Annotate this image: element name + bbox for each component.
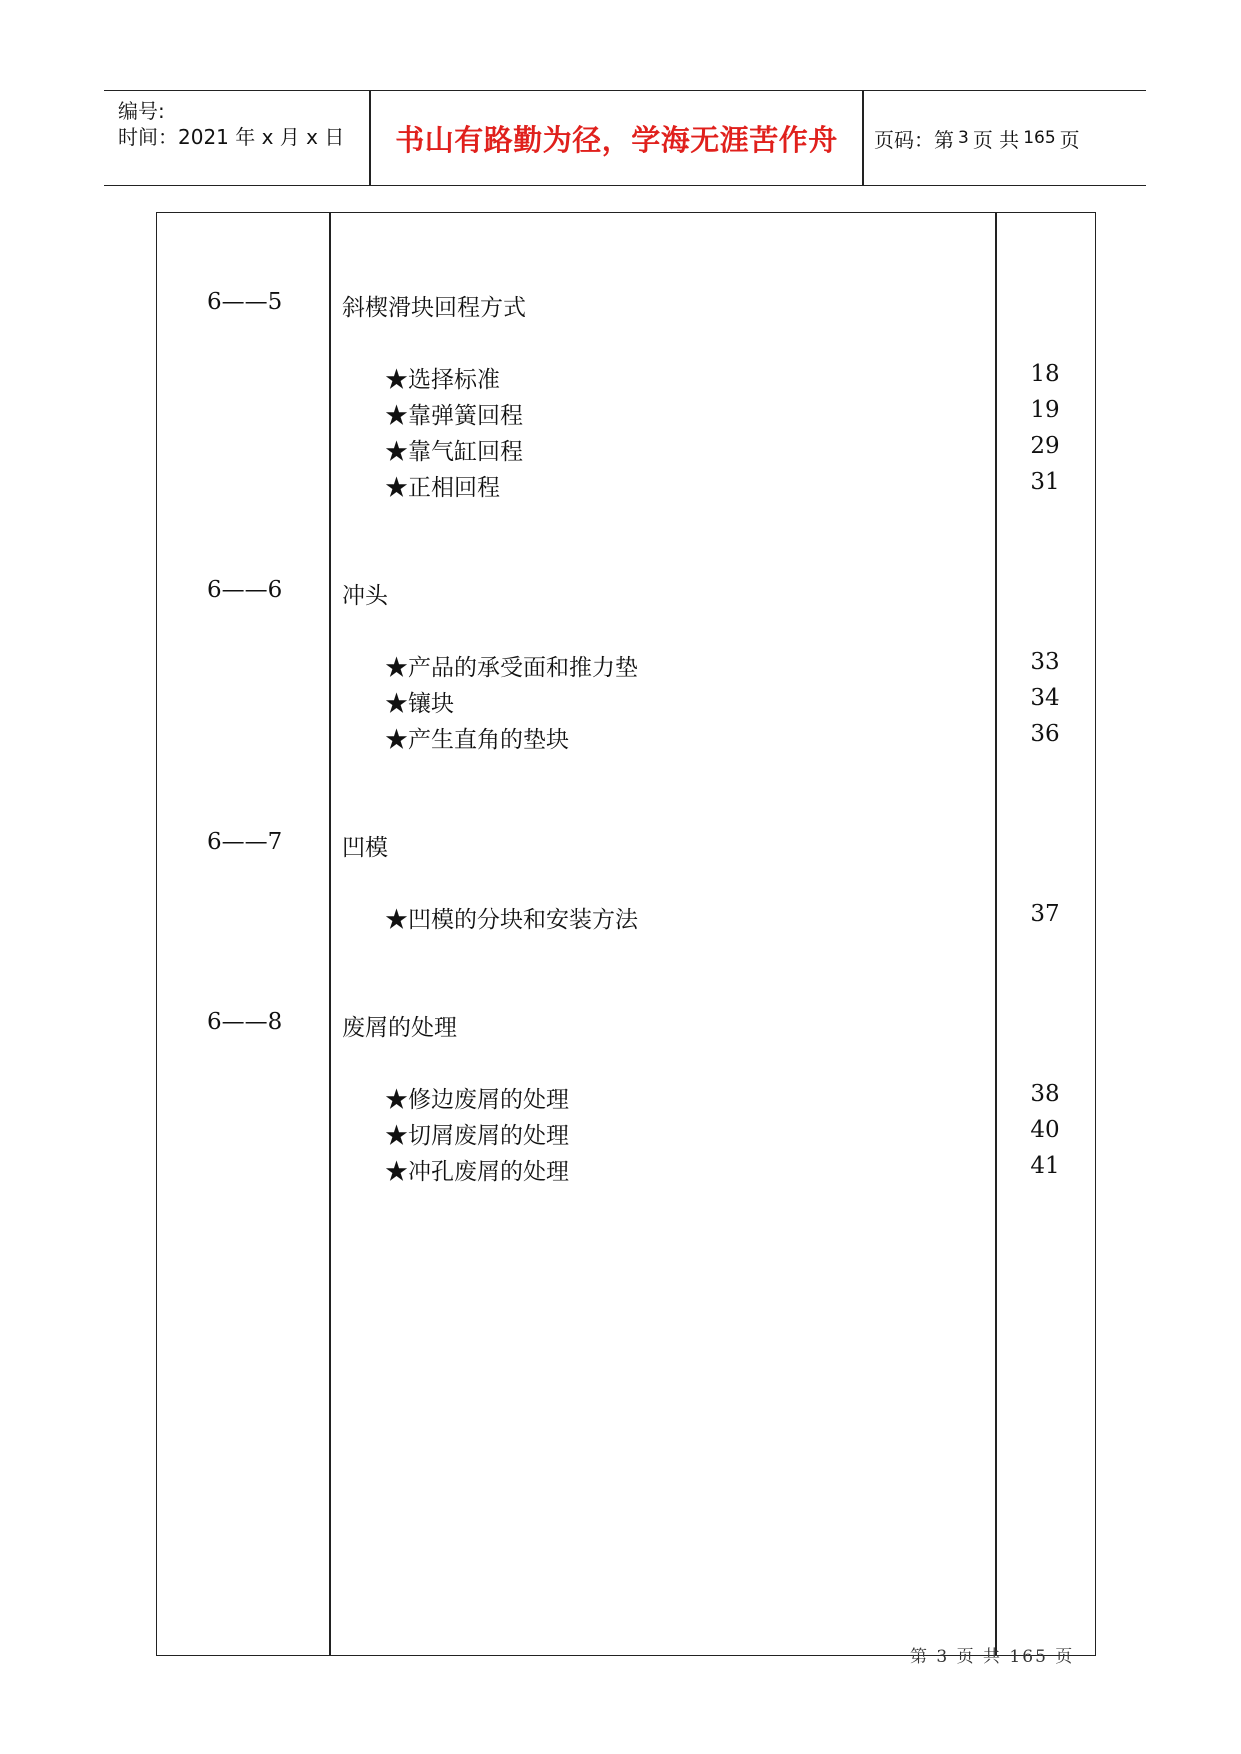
header-meta bbox=[104, 91, 369, 185]
toc-table bbox=[156, 212, 1096, 1656]
toc-item: ★凹模的分块和安装方法 bbox=[385, 907, 638, 933]
section-number: 6——7 bbox=[207, 829, 283, 855]
page-footer: 第 3 页 共 165 页 bbox=[910, 1647, 1075, 1667]
toc-page: 41 bbox=[1030, 1153, 1060, 1179]
page-total: 165 bbox=[1023, 128, 1056, 148]
section-number: 6——6 bbox=[207, 577, 283, 603]
page-current: 3 bbox=[958, 128, 969, 148]
toc-item: ★产生直角的垫块 bbox=[385, 727, 569, 753]
toc-page: 38 bbox=[1030, 1081, 1060, 1107]
column-divider bbox=[329, 213, 331, 1655]
section-title: 凹模 bbox=[342, 835, 388, 861]
document-time-label: 时间：2021 年 x 月 x 日 bbox=[118, 125, 345, 149]
toc-item: ★切屑废屑的处理 bbox=[385, 1123, 569, 1149]
header-divider bbox=[862, 91, 864, 185]
page-suffix: 页 bbox=[1059, 127, 1080, 152]
page-header bbox=[104, 90, 1146, 186]
section-title: 冲头 bbox=[342, 583, 388, 609]
toc-page: 40 bbox=[1030, 1117, 1060, 1143]
page-mid: 页 共 bbox=[972, 127, 1020, 152]
toc-item: ★选择标准 bbox=[385, 367, 500, 393]
toc-item: ★冲孔废屑的处理 bbox=[385, 1159, 569, 1185]
toc-item: ★靠弹簧回程 bbox=[385, 403, 523, 429]
toc-page: 34 bbox=[1030, 685, 1060, 711]
toc-item: ★修边废屑的处理 bbox=[385, 1087, 569, 1113]
header-page-info bbox=[874, 91, 1080, 185]
section-number: 6——5 bbox=[207, 289, 283, 315]
toc-item: ★正相回程 bbox=[385, 475, 500, 501]
toc-item: ★靠气缸回程 bbox=[385, 439, 523, 465]
section-title: 斜楔滑块回程方式 bbox=[342, 295, 526, 321]
document-number-label: 编号: bbox=[118, 99, 165, 123]
column-divider bbox=[995, 213, 997, 1655]
toc-page: 18 bbox=[1030, 361, 1060, 387]
page-prefix: 页码：第 bbox=[874, 127, 954, 152]
toc-page: 29 bbox=[1030, 433, 1060, 459]
toc-page: 37 bbox=[1030, 901, 1060, 927]
toc-page: 36 bbox=[1030, 721, 1060, 747]
header-motto: 书山有路勤为径，学海无涯苦作舟 bbox=[395, 122, 838, 157]
section-title: 废屑的处理 bbox=[342, 1015, 457, 1041]
toc-item: ★镶块 bbox=[385, 691, 454, 717]
section-number: 6——8 bbox=[207, 1009, 283, 1035]
toc-page: 19 bbox=[1030, 397, 1060, 423]
toc-item: ★产品的承受面和推力垫 bbox=[385, 655, 638, 681]
toc-page: 31 bbox=[1030, 469, 1060, 495]
toc-page: 33 bbox=[1030, 649, 1060, 675]
